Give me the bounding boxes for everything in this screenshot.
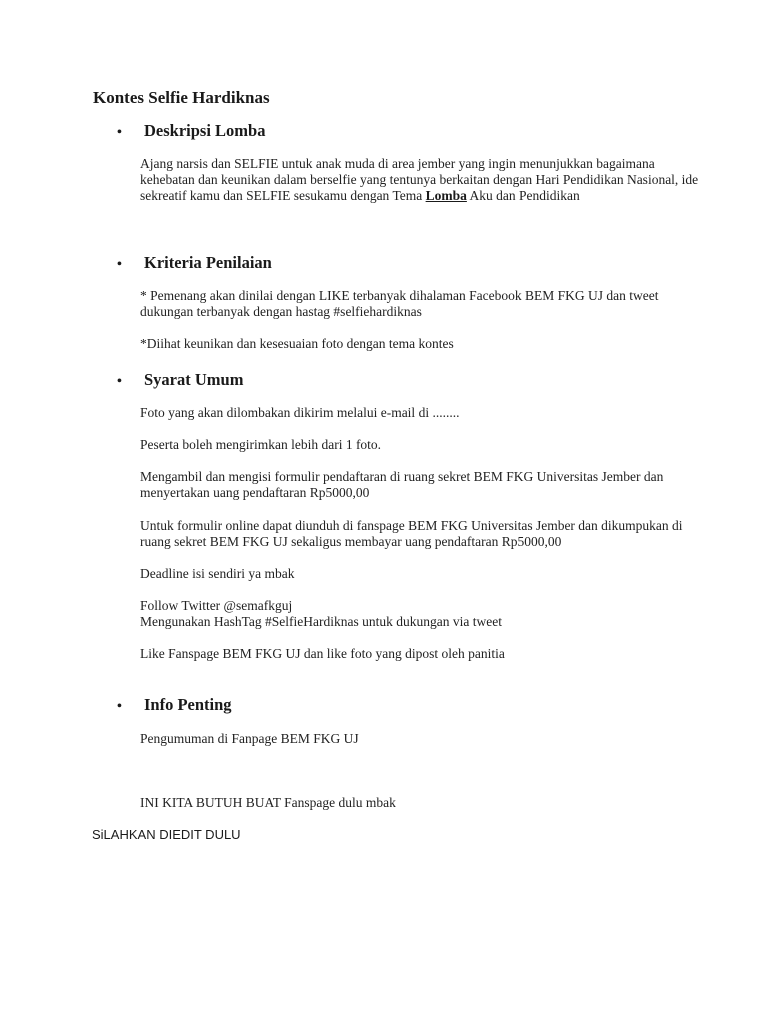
section-heading-syarat [117, 370, 243, 390]
syarat-paragraph-3: Mengambil dan mengisi formulir pendaftaran di ruang sekret BEM FKG Universitas Jember dan menyertakan uang pendaftaran Rp5000,00 [140, 469, 664, 500]
info-paragraph-1: Pengumuman di Fanpage BEM FKG UJ [140, 731, 359, 746]
lomba-link[interactable]: Lomba [425, 188, 467, 203]
syarat-paragraph-5: Deadline isi sendiri ya mbak [140, 566, 295, 581]
bullet-icon: • [117, 125, 122, 140]
syarat-paragraph-6 [140, 598, 700, 630]
section-heading-label: Deskripsi Lomba [144, 121, 266, 140]
kriteria-paragraph-1: * Pemenang akan dinilai dengan LIKE terbanyak dihalaman Facebook BEM FKG UJ dan tweet dukungan terbanyak dengan hastag #selfiehardiknas [140, 288, 659, 319]
section-heading-info [117, 695, 232, 715]
bullet-icon: • [117, 257, 122, 272]
section-heading-deskripsi [117, 121, 265, 141]
twitter-line: Follow Twitter @semafkguj [140, 598, 293, 613]
footer-note: SiLAHKAN DIEDIT DULU [92, 827, 241, 842]
deskripsi-text-end: Aku dan Pendidikan [466, 188, 580, 203]
info-paragraph-2: INI KITA BUTUH BUAT Fanspage dulu mbak [140, 795, 396, 810]
kriteria-paragraph-2: *Diihat keunikan dan kesesuaian foto dengan tema kontes [140, 336, 454, 351]
hashtag-line: Mengunakan HashTag #SelfieHardiknas untuk dukungan via tweet [140, 614, 502, 629]
section-heading-kriteria [117, 253, 272, 273]
syarat-paragraph-4: Untuk formulir online dapat diunduh di fanspage BEM FKG Universitas Jember dan dikumpukan di ruang sekret BEM FKG UJ sekaligus membayar uang pendaftaran Rp5000,00 [140, 518, 683, 549]
syarat-paragraph-7: Like Fanspage BEM FKG UJ dan like foto yang dipost oleh panitia [140, 646, 505, 661]
section-heading-label: Syarat Umum [144, 370, 244, 389]
section-heading-label: Kriteria Penilaian [144, 253, 272, 272]
deskripsi-text: Ajang narsis dan SELFIE untuk anak muda di area jember yang ingin menunjukkan bagaimana kehebatan dan keunikan dalam berselfie yang tentunya berkaitan dengan Hari Pendidikan Nasional, ide sekreatif kamu dan SELFIE sesukamu dengan Tema [140, 156, 699, 203]
syarat-paragraph-1: Foto yang akan dilombakan dikirim melalui e-mail di ........ [140, 405, 460, 420]
document-title: Kontes Selfie Hardiknas [93, 88, 270, 107]
syarat-paragraph-2: Peserta boleh mengirimkan lebih dari 1 foto. [140, 437, 382, 452]
section-heading-label: Info Penting [144, 695, 232, 714]
deskripsi-paragraph [140, 156, 700, 204]
bullet-icon: • [117, 374, 122, 389]
bullet-icon: • [117, 699, 122, 714]
